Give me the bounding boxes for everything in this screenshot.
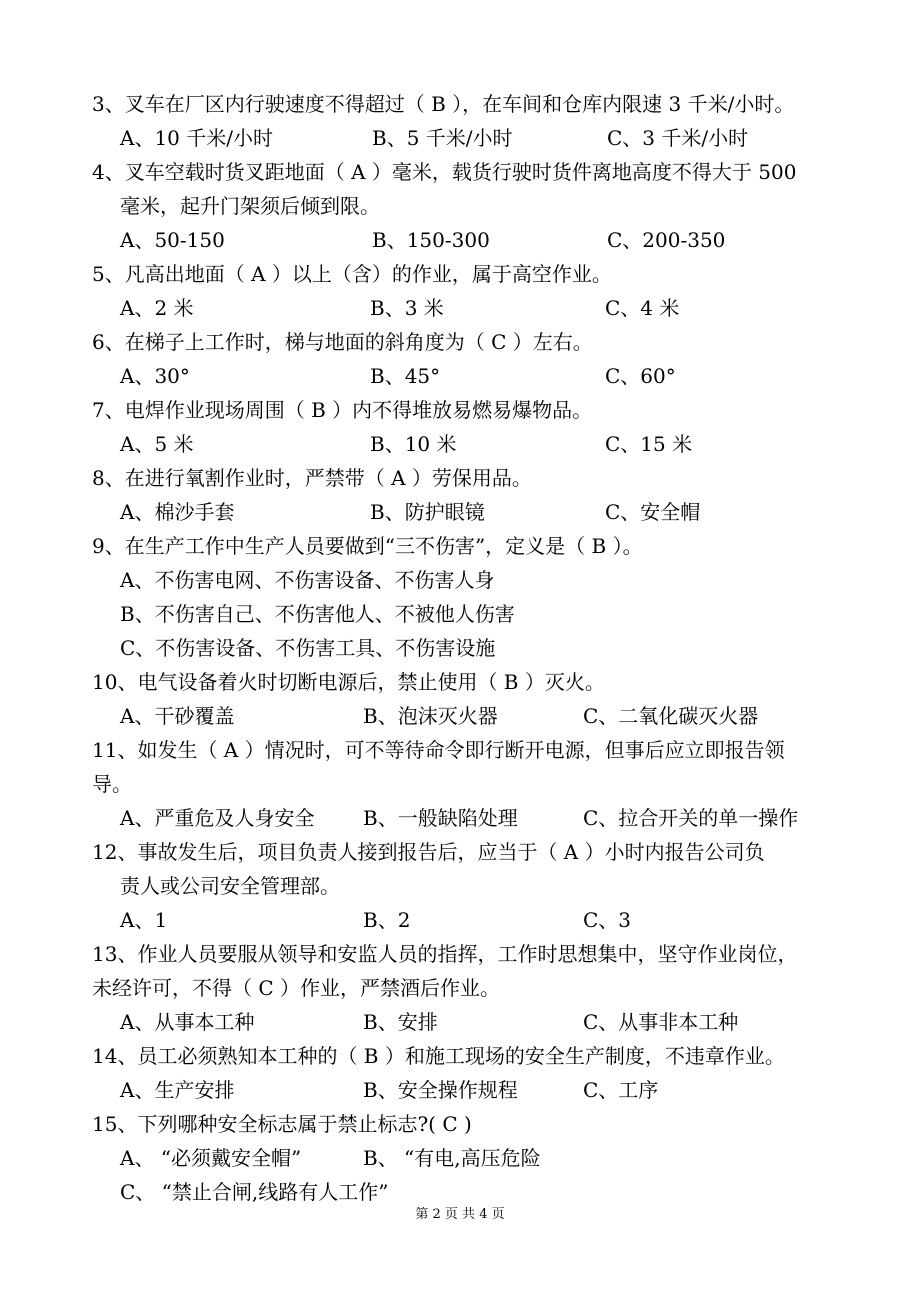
question-15: 15、下列哪种安全标志属于禁止标志?( C ) <box>92 1112 472 1136</box>
q9-option-c: C、不伤害设备、不伤害工具、不伤害设施 <box>120 636 496 660</box>
question-13-continued: 未经许可，不得（ C ）作业，严禁酒后作业。 <box>92 976 501 1000</box>
question-4: 4、叉车空载时货叉距地面（ A ）毫米，载货行驶时货件离地高度不得大于 500 <box>92 160 797 184</box>
q3-option-a: A、10 千米/小时 <box>120 126 273 150</box>
q8-option-c: C、安全帽 <box>605 500 701 524</box>
q6-option-a: A、30° <box>120 364 190 388</box>
q15-option-c: C、 “禁止合闸,线路有人工作” <box>120 1180 389 1204</box>
q9-option-a: A、不伤害电网、不伤害设备、不伤害人身 <box>120 568 495 592</box>
question-6: 6、在梯子上工作时，梯与地面的斜角度为（ C ）左右。 <box>92 330 593 354</box>
q11-option-a: A、严重危及人身安全 <box>120 806 315 830</box>
question-11: 11、如发生（ A ）情况时，可不等待命令即行断开电源，但事后应立即报告领 <box>92 738 785 762</box>
q10-option-c: C、二氧化碳灭火器 <box>583 704 759 728</box>
q9-option-b: B、不伤害自己、不伤害他人、不被他人伤害 <box>120 602 515 626</box>
q3-option-b: B、5 千米/小时 <box>372 126 513 150</box>
q4-option-c: C、200-350 <box>607 228 726 252</box>
q15-option-a: A、 “必须戴安全帽” <box>120 1146 302 1170</box>
q15-option-b: B、 “有电,高压危险 <box>363 1146 541 1170</box>
question-5: 5、凡高出地面（ A ）以上（含）的作业，属于高空作业。 <box>92 262 612 286</box>
q8-option-a: A、棉沙手套 <box>120 500 235 524</box>
q13-option-b: B、安排 <box>363 1010 438 1034</box>
q4-option-b: B、150-300 <box>372 228 490 252</box>
question-7: 7、电焊作业现场周围（ B ）内不得堆放易燃易爆物品。 <box>92 398 593 422</box>
q8-option-b: B、防护眼镜 <box>370 500 485 524</box>
q7-option-b: B、10 米 <box>370 432 457 456</box>
question-13: 13、作业人员要服从领导和安监人员的指挥，工作时思想集中，坚守作业岗位， <box>92 942 798 966</box>
q10-option-b: B、泡沫灭火器 <box>363 704 498 728</box>
q6-option-c: C、60° <box>605 364 676 388</box>
question-4-continued: 毫米，起升门架须后倾到限。 <box>120 194 380 218</box>
question-10: 10、电气设备着火时切断电源后，禁止使用（ B ）灭火。 <box>92 670 605 694</box>
q13-option-c: C、从事非本工种 <box>583 1010 739 1034</box>
question-9: 9、在生产工作中生产人员要做到“三不伤害”，定义是（ B ）。 <box>92 534 643 558</box>
q3-option-c: C、3 千米/小时 <box>607 126 749 150</box>
question-12-continued: 责人或公司安全管理部。 <box>120 874 340 898</box>
q5-option-c: C、4 米 <box>605 296 680 320</box>
question-12: 12、事故发生后，项目负责人接到报告后，应当于（ A ）小时内报告公司负 <box>92 840 765 864</box>
question-8: 8、在进行氧割作业时，严禁带（ A ）劳保用品。 <box>92 466 532 490</box>
question-3: 3、叉车在厂区内行驶速度不得超过（ B ），在车间和仓库内限速 3 千米/小时。 <box>92 92 795 116</box>
question-14: 14、员工必须熟知本工种的（ B ）和施工现场的安全生产制度，不违章作业。 <box>92 1044 785 1068</box>
q12-option-c: C、3 <box>583 908 632 932</box>
q11-option-c: C、拉合开关的单一操作 <box>583 806 799 830</box>
q12-option-b: B、2 <box>363 908 411 932</box>
q4-option-a: A、50-150 <box>120 228 225 252</box>
q14-option-c: C、工序 <box>583 1078 659 1102</box>
q14-option-a: A、生产安排 <box>120 1078 235 1102</box>
q7-option-c: C、15 米 <box>605 432 693 456</box>
q6-option-b: B、45° <box>370 364 441 388</box>
q14-option-b: B、安全操作规程 <box>363 1078 518 1102</box>
page-footer: 第 2 页 共 4 页 <box>415 1207 505 1222</box>
q5-option-b: B、3 米 <box>370 296 444 320</box>
q5-option-a: A、2 米 <box>120 296 194 320</box>
q7-option-a: A、5 米 <box>120 432 194 456</box>
q13-option-a: A、从事本工种 <box>120 1010 255 1034</box>
q10-option-a: A、干砂覆盖 <box>120 704 235 728</box>
q11-option-b: B、一般缺陷处理 <box>363 806 518 830</box>
q12-option-a: A、1 <box>120 908 168 932</box>
question-11-continued: 导。 <box>92 772 132 796</box>
